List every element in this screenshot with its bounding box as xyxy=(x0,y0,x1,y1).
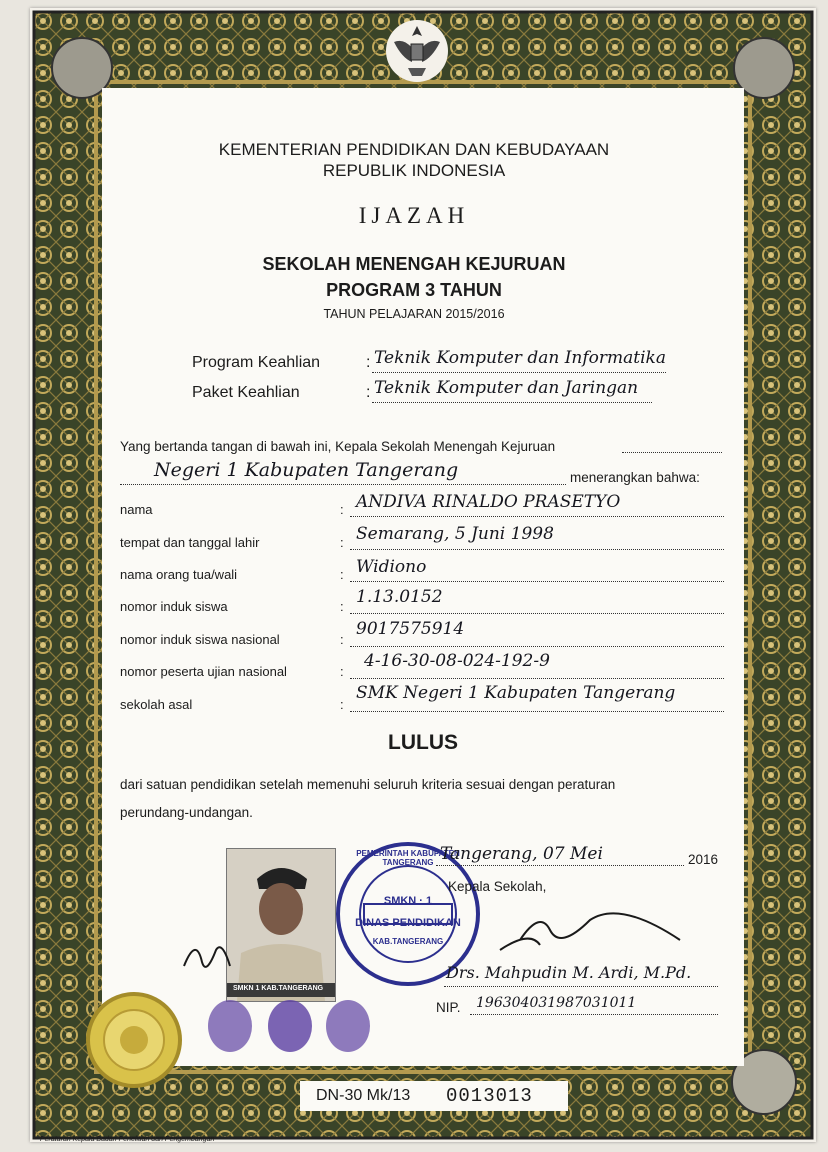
ministry-line1: KEMENTERIAN PENDIDIKAN DAN KEBUDAYAAN xyxy=(218,140,610,159)
program-value: Teknik Komputer dan Informatika xyxy=(374,348,666,368)
field-dotted-line xyxy=(350,516,724,517)
program-label: Program Keahlian xyxy=(192,354,321,371)
field-dotted-line xyxy=(350,646,724,647)
field-label: nama xyxy=(120,502,153,517)
package-value: Teknik Komputer dan Jaringan xyxy=(374,378,639,398)
field-label: sekolah asal xyxy=(120,697,193,712)
field-value: 1.13.0152 xyxy=(356,587,443,607)
school-type: SEKOLAH MENENGAH KEJURUAN xyxy=(262,254,566,274)
package-dotted-line xyxy=(372,402,652,403)
field-value: ANDIVA RINALDO PRASETYO xyxy=(356,492,621,512)
program-colon: : xyxy=(366,354,371,371)
field-label: nama orang tua/wali xyxy=(120,567,238,582)
fingerprint-marks-icon xyxy=(200,996,380,1056)
signature-name: Drs. Mahpudin M. Ardi, M.Pd. xyxy=(446,963,692,982)
field-label: nomor induk siswa nasional xyxy=(120,632,280,647)
school-dotted-line xyxy=(120,484,566,485)
school-name-value: Negeri 1 Kabupaten Tangerang xyxy=(154,459,459,481)
photo-caption: SMKN 1 KAB.TANGERANG xyxy=(233,985,324,992)
nip-dotted-line xyxy=(470,1014,718,1015)
stamp-outer-text: PEMERINTAH KABUPATEN TANGERANG xyxy=(356,849,460,867)
gold-seal-icon xyxy=(84,990,184,1090)
garuda-emblem-icon xyxy=(384,18,450,84)
footer-code-box xyxy=(300,1081,568,1111)
field-colon: : xyxy=(340,632,344,647)
field-colon: : xyxy=(340,502,344,517)
signature-place-date: Tangerang, 07 Mei xyxy=(440,844,603,864)
result-status: LULUS xyxy=(388,731,458,754)
nip-label: NIP. xyxy=(436,1000,461,1015)
handwritten-signature-icon xyxy=(480,900,700,970)
place-date-dotted-line xyxy=(436,865,684,866)
field-dotted-line xyxy=(350,613,724,614)
stamp-line1: SMKN · 1 xyxy=(383,895,433,907)
package-colon: : xyxy=(366,384,371,401)
field-colon: : xyxy=(340,664,344,679)
academic-year: TAHUN PELAJARAN 2015/2016 xyxy=(323,307,505,321)
stamp-line3: KAB.TANGERANG xyxy=(372,937,444,946)
field-value: 4-16-30-08-024-192-9 xyxy=(364,651,550,671)
program-dotted-line xyxy=(372,372,666,373)
certifies-text: menerangkan bahwa: xyxy=(570,470,700,485)
program-duration: PROGRAM 3 TAHUN xyxy=(326,280,502,300)
field-dotted-line xyxy=(350,549,724,550)
package-label: Paket Keahlian xyxy=(192,384,300,401)
field-label: tempat dan tanggal lahir xyxy=(120,535,260,550)
student-portrait-icon xyxy=(227,849,335,1001)
field-dotted-line xyxy=(350,581,724,582)
left-signature-icon xyxy=(176,926,236,986)
ministry-line2: REPUBLIK INDONESIA xyxy=(322,161,506,180)
field-dotted-line xyxy=(350,711,724,712)
student-photo xyxy=(226,848,336,1002)
signature-role: Kepala Sekolah, xyxy=(448,879,547,894)
stamp-line2: DINAS PENDIDIKAN xyxy=(355,917,461,929)
serial-number: 0013013 xyxy=(446,1085,533,1107)
field-value: Semarang, 5 Juni 1998 xyxy=(356,524,554,544)
signature-dotted-line xyxy=(444,986,718,987)
intro-dotted-line xyxy=(622,452,722,453)
field-value: 9017575914 xyxy=(356,619,465,639)
result-text-line2: perundang-undangan. xyxy=(120,805,253,820)
regulation-note: Peraturan Kepala Badan Penelitian dan Pengembangan xyxy=(40,1136,215,1143)
statement-intro: Yang bertanda tangan di bawah ini, Kepala Sekolah Menengah Kejuruan xyxy=(120,439,556,454)
field-dotted-line xyxy=(350,678,724,679)
field-colon: : xyxy=(340,535,344,550)
ministry-heading xyxy=(0,139,828,181)
field-colon: : xyxy=(340,697,344,712)
doc-code: DN-30 Mk/13 xyxy=(316,1087,411,1104)
field-label: nomor induk siswa xyxy=(120,599,228,614)
field-value: SMK Negeri 1 Kabupaten Tangerang xyxy=(356,683,676,703)
school-type-heading xyxy=(0,251,828,303)
signature-year: 2016 xyxy=(688,852,719,867)
field-colon: : xyxy=(340,599,344,614)
nip-value: 196304031987031011 xyxy=(476,995,637,1011)
field-colon: : xyxy=(340,567,344,582)
field-label: nomor peserta ujian nasional xyxy=(120,664,287,679)
document-title: IJAZAH xyxy=(358,203,470,228)
field-value: Widiono xyxy=(356,557,427,577)
result-text-line1: dari satuan pendidikan setelah memenuhi seluruh kriteria sesuai dengan peraturan xyxy=(120,777,616,792)
